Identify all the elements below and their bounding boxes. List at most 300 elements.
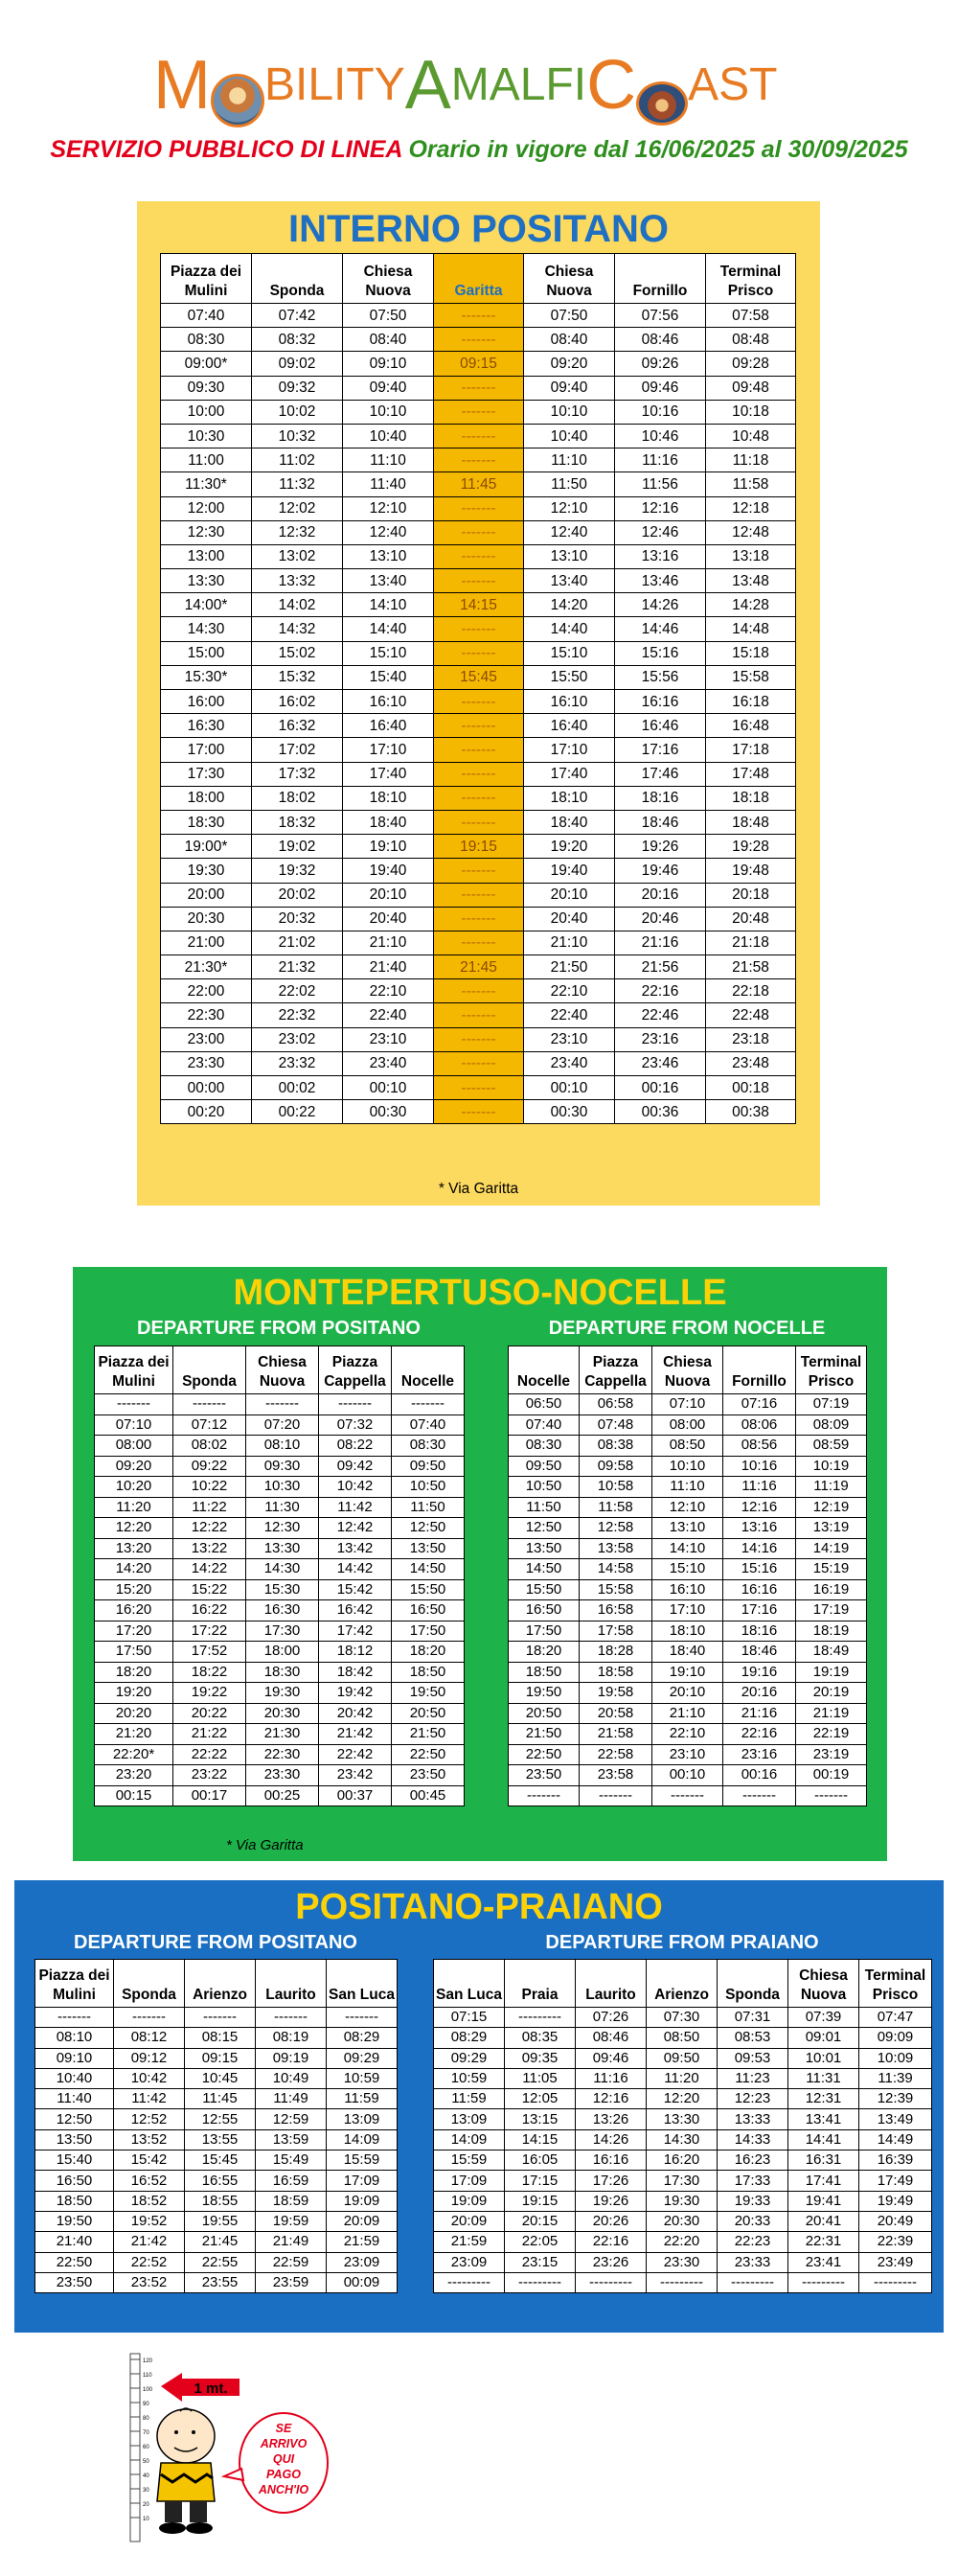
table-cell: 10:16	[723, 1456, 796, 1477]
table-cell: 12:50	[509, 1518, 580, 1539]
table-cell: 14:42	[319, 1559, 392, 1580]
column-header-line: Terminal	[800, 1354, 862, 1370]
table-cell: -------	[434, 1076, 524, 1100]
table-row	[161, 714, 796, 738]
table-cell: 16:40	[524, 714, 615, 738]
table-cell: 12:20	[647, 2089, 718, 2109]
table-cell: 07:19	[796, 1394, 867, 1415]
table-cell: -------	[652, 1785, 723, 1806]
table-cell: 16:30	[161, 714, 252, 738]
table-cell: 00:10	[343, 1076, 434, 1100]
table-row	[509, 1579, 867, 1600]
montepertuso-note: * Via Garitta	[226, 1837, 304, 1853]
montepertuso-right-subtitle: DEPARTURE FROM NOCELLE	[548, 1318, 826, 1339]
table-cell: 22:23	[718, 2232, 788, 2252]
table-cell: 14:20	[524, 593, 615, 617]
table-cell: 07:15	[434, 2008, 505, 2028]
table-cell: 21:30	[246, 1724, 319, 1745]
table-cell: 00:16	[615, 1076, 706, 1100]
table-cell: 00:36	[615, 1100, 706, 1124]
table-cell: 15:45	[185, 2150, 256, 2171]
table-cell: 12:50	[35, 2109, 114, 2129]
table-cell: 07:50	[524, 304, 615, 328]
table-cell: 23:16	[615, 1027, 706, 1051]
table-cell: 00:16	[723, 1765, 796, 1786]
column-header	[185, 1960, 256, 2008]
table-cell: 17:16	[723, 1600, 796, 1622]
column-header-line: Sponda	[725, 1987, 780, 2003]
table-cell: 19:59	[256, 2211, 327, 2231]
table-cell: 18:20	[392, 1642, 465, 1663]
service-label: SERVIZIO PUBBLICO DI LINEA	[50, 136, 402, 163]
table-cell: -------	[434, 1100, 524, 1124]
table-cell: 11:22	[173, 1497, 246, 1518]
table-cell: 20:48	[706, 907, 796, 931]
table-cell: 18:10	[524, 786, 615, 810]
table-cell: 10:40	[343, 424, 434, 448]
table-row	[161, 1051, 796, 1075]
table-cell: 21:40	[35, 2232, 114, 2252]
table-cell: 17:09	[327, 2171, 398, 2191]
table-row	[35, 2252, 398, 2272]
table-cell: 15:10	[343, 641, 434, 665]
table-cell: 10:46	[615, 424, 706, 448]
table-cell: ---------	[718, 2272, 788, 2292]
table-cell: 17:33	[718, 2171, 788, 2191]
table-cell: 19:40	[524, 859, 615, 883]
table-cell: 09:40	[343, 376, 434, 400]
table-cell: 19:09	[434, 2191, 505, 2211]
table-cell: 12:02	[252, 496, 343, 520]
table-cell: 11:49	[256, 2089, 327, 2109]
table-row	[35, 2068, 398, 2088]
table-cell: 12:16	[576, 2089, 647, 2109]
table-row	[509, 1662, 867, 1683]
table-cell: 10:19	[796, 1456, 867, 1477]
table-cell: 23:59	[256, 2272, 327, 2292]
table-cell: 09:53	[718, 2048, 788, 2068]
table-cell: 14:28	[706, 593, 796, 617]
table-cell: 13:30	[161, 569, 252, 593]
column-header	[246, 1346, 319, 1394]
table-cell: 10:40	[524, 424, 615, 448]
table-cell: 22:05	[505, 2232, 576, 2252]
table-cell: 16:58	[580, 1600, 652, 1622]
table-cell: 22:16	[615, 979, 706, 1003]
table-cell: 13:15	[505, 2109, 576, 2129]
table-cell: 09:40	[524, 376, 615, 400]
table-cell: 09:46	[615, 376, 706, 400]
table-cell: 00:37	[319, 1785, 392, 1806]
table-cell: 13:30	[246, 1538, 319, 1559]
table-cell: 11:50	[392, 1497, 465, 1518]
table-cell: 16:32	[252, 714, 343, 738]
table-row	[95, 1436, 465, 1457]
table-cell: 14:50	[392, 1559, 465, 1580]
table-row	[509, 1477, 867, 1498]
table-cell: 20:19	[796, 1683, 867, 1704]
table-row	[95, 1579, 465, 1600]
table-cell: 00:00	[161, 1076, 252, 1100]
table-cell: 07:30	[647, 2008, 718, 2028]
table-cell: 10:32	[252, 424, 343, 448]
table-cell: 21:22	[173, 1724, 246, 1745]
table-cell: 20:20	[95, 1703, 173, 1724]
column-header	[647, 1960, 718, 2008]
table-cell: 07:26	[576, 2008, 647, 2028]
table-cell: 13:26	[576, 2109, 647, 2129]
table-cell: 09:50	[509, 1456, 580, 1477]
table-cell: 22:40	[343, 1003, 434, 1027]
table-cell: 20:42	[319, 1703, 392, 1724]
table-cell: 07:20	[246, 1414, 319, 1436]
table-cell: 21:58	[580, 1724, 652, 1745]
table-cell: 14:10	[652, 1538, 723, 1559]
table-row	[95, 1518, 465, 1539]
table-cell: 23:33	[718, 2252, 788, 2272]
table-row	[509, 1497, 867, 1518]
column-header-line	[173, 1353, 245, 1372]
table-cell: 22:52	[114, 2252, 185, 2272]
table-cell: 13:10	[652, 1518, 723, 1539]
table-cell: 12:40	[524, 520, 615, 544]
column-header-line	[509, 1353, 579, 1372]
table-cell: 07:39	[788, 2008, 859, 2028]
column-header	[173, 1346, 246, 1394]
table-cell: 21:45	[185, 2232, 256, 2252]
table-cell: 14:22	[173, 1559, 246, 1580]
table-cell: 21:32	[252, 955, 343, 979]
table-cell: 10:00	[161, 400, 252, 424]
table-cell: 10:09	[859, 2048, 932, 2068]
column-header-line	[392, 1353, 464, 1372]
column-header	[252, 254, 343, 304]
table-cell: 16:19	[796, 1579, 867, 1600]
table-cell: 15:45	[434, 665, 524, 689]
table-cell: -------	[185, 2008, 256, 2028]
table-cell: 23:18	[706, 1027, 796, 1051]
table-row	[161, 859, 796, 883]
table-cell: 17:58	[580, 1621, 652, 1642]
table-row	[35, 2089, 398, 2109]
table-cell: 13:58	[580, 1538, 652, 1559]
ruler-tick-label: 40	[143, 2473, 149, 2479]
table-cell: 17:18	[706, 738, 796, 762]
table-cell: 16:52	[114, 2171, 185, 2191]
table-cell: 09:20	[524, 352, 615, 376]
table-cell: 19:22	[173, 1683, 246, 1704]
table-cell: 08:40	[524, 328, 615, 352]
table-cell: 15:20	[95, 1579, 173, 1600]
table-cell: 10:16	[615, 400, 706, 424]
table-cell: 11:20	[647, 2068, 718, 2088]
table-cell: 14:30	[161, 617, 252, 641]
table-cell: 13:10	[524, 544, 615, 568]
table-cell: 22:30	[246, 1744, 319, 1765]
table-cell: 15:50	[392, 1579, 465, 1600]
table-cell: -------	[256, 2008, 327, 2028]
table-cell: -------	[580, 1785, 652, 1806]
table-cell: 15:58	[706, 665, 796, 689]
table-row	[509, 1518, 867, 1539]
table-cell: -------	[434, 544, 524, 568]
table-cell: 20:30	[246, 1703, 319, 1724]
table-cell: 00:25	[246, 1785, 319, 1806]
table-cell: 20:16	[615, 883, 706, 907]
table-cell: 13:09	[434, 2109, 505, 2129]
interno-positano-note: * Via Garitta	[438, 1181, 519, 1197]
column-header-line: Cappella	[584, 1373, 647, 1390]
column-header-line: Cappella	[324, 1373, 386, 1390]
table-cell: 12:52	[114, 2109, 185, 2129]
table-cell: 11:31	[788, 2068, 859, 2088]
table-cell: 00:38	[706, 1100, 796, 1124]
table-cell: 14:16	[723, 1538, 796, 1559]
table-cell: 11:50	[524, 472, 615, 496]
table-row	[95, 1414, 465, 1436]
table-cell: 14:10	[343, 593, 434, 617]
table-cell: 22:30	[161, 1003, 252, 1027]
table-cell: 08:35	[505, 2028, 576, 2048]
table-cell: ---------	[434, 2272, 505, 2292]
table-cell: 19:30	[246, 1683, 319, 1704]
table-cell: -------	[434, 690, 524, 714]
table-cell: 12:19	[796, 1497, 867, 1518]
table-cell: 00:19	[796, 1765, 867, 1786]
column-header	[509, 1346, 580, 1394]
speech-bubble-line: QUI	[272, 2452, 295, 2466]
table-cell: 08:19	[256, 2028, 327, 2048]
table-cell: 22:00	[161, 979, 252, 1003]
table-cell: 16:18	[706, 690, 796, 714]
table-cell: 18:40	[343, 810, 434, 834]
column-header	[788, 1960, 859, 2008]
table-cell: 13:55	[185, 2129, 256, 2150]
table-cell: 16:30	[246, 1600, 319, 1622]
table-cell: 08:15	[185, 2028, 256, 2048]
table-cell: 15:16	[615, 641, 706, 665]
table-row	[161, 448, 796, 472]
table-cell: 16:39	[859, 2150, 932, 2171]
table-cell: 19:20	[95, 1683, 173, 1704]
table-row	[95, 1703, 465, 1724]
table-cell: 08:29	[327, 2028, 398, 2048]
table-cell: 17:30	[246, 1621, 319, 1642]
table-cell: 11:40	[35, 2089, 114, 2109]
table-cell: 08:29	[434, 2028, 505, 2048]
table-cell: 14:33	[718, 2129, 788, 2150]
table-cell: 20:02	[252, 883, 343, 907]
table-cell: 14:15	[505, 2129, 576, 2150]
table-cell: 00:02	[252, 1076, 343, 1100]
table-cell: 09:19	[256, 2048, 327, 2068]
table-cell: 12:00	[161, 496, 252, 520]
column-header-line: Chiesa	[544, 264, 594, 280]
table-cell: 18:22	[173, 1662, 246, 1683]
table-row	[95, 1785, 465, 1806]
table-cell: 21:50	[392, 1724, 465, 1745]
table-cell: 23:49	[859, 2252, 932, 2272]
table-row	[161, 400, 796, 424]
table-cell: 16:55	[185, 2171, 256, 2191]
montepertuso-nocelle-title: MONTEPERTUSO-NOCELLE	[233, 1273, 727, 1313]
table-cell: 22:10	[652, 1724, 723, 1745]
table-cell: 10:59	[434, 2068, 505, 2088]
table-cell: 08:32	[252, 328, 343, 352]
table-cell: 14:40	[524, 617, 615, 641]
table-cell: 19:50	[392, 1683, 465, 1704]
table-cell: 18:46	[723, 1642, 796, 1663]
column-header-line: Laurito	[585, 1987, 636, 2003]
ruler-tick-label: 100	[143, 2387, 153, 2393]
table-row	[434, 2109, 932, 2129]
table-cell: 10:48	[706, 424, 796, 448]
table-cell: 11:59	[434, 2089, 505, 2109]
table-cell: 16:46	[615, 714, 706, 738]
table-row	[95, 1538, 465, 1559]
table-cell: 12:16	[615, 496, 706, 520]
table-row	[434, 2211, 932, 2231]
table-cell: -------	[319, 1394, 392, 1415]
table-cell: 14:19	[796, 1538, 867, 1559]
table-cell: 08:30	[161, 328, 252, 352]
logo-photo-o2-icon	[636, 81, 688, 126]
ruler-tick-label: 60	[143, 2445, 149, 2450]
table-cell: 16:22	[173, 1600, 246, 1622]
table-cell: 23:50	[35, 2272, 114, 2292]
table-cell: ---------	[859, 2272, 932, 2292]
table-cell: ---------	[788, 2272, 859, 2292]
table-cell: 22:10	[524, 979, 615, 1003]
table-row	[35, 2008, 398, 2028]
table-row	[161, 762, 796, 786]
column-header-line: Nuova	[800, 1987, 847, 2003]
table-row	[509, 1414, 867, 1436]
table-cell: 12:23	[718, 2089, 788, 2109]
table-cell: 17:40	[343, 762, 434, 786]
column-header-line: Mulini	[112, 1373, 155, 1390]
table-cell: 17:52	[173, 1642, 246, 1663]
table-cell: 11:32	[252, 472, 343, 496]
table-cell: 18:02	[252, 786, 343, 810]
table-cell: 23:10	[343, 1027, 434, 1051]
table-cell: 11:42	[319, 1497, 392, 1518]
table-cell: 07:56	[615, 304, 706, 328]
table-cell: 10:50	[392, 1477, 465, 1498]
table-cell: 13:30	[647, 2109, 718, 2129]
column-header-line: Piazza dei	[38, 1967, 110, 1984]
table-cell: 20:10	[524, 883, 615, 907]
table-cell: 09:15	[434, 352, 524, 376]
table-cell: 08:46	[576, 2028, 647, 2048]
table-cell: 13:33	[718, 2109, 788, 2129]
table-row	[434, 2150, 932, 2171]
table-cell: -------	[434, 520, 524, 544]
table-cell: 19:26	[615, 835, 706, 859]
table-cell: 11:50	[509, 1497, 580, 1518]
table-row	[35, 2129, 398, 2150]
speech-bubble-line: ANCH'IO	[258, 2483, 309, 2496]
column-header-line: Arienzo	[193, 1987, 247, 2003]
table-cell: 22:32	[252, 1003, 343, 1027]
table-cell: 00:10	[524, 1076, 615, 1100]
table-cell: -------	[434, 979, 524, 1003]
table-cell: 17:50	[95, 1642, 173, 1663]
table-row	[434, 2008, 932, 2028]
table-row	[95, 1456, 465, 1477]
table-cell: 08:50	[647, 2028, 718, 2048]
table-cell: 09:30	[246, 1456, 319, 1477]
table-cell: 22:39	[859, 2232, 932, 2252]
table-cell: 22:50	[35, 2252, 114, 2272]
column-header-line: Nuova	[365, 283, 411, 299]
column-header-line: Sponda	[122, 1987, 176, 2003]
table-row	[161, 835, 796, 859]
table-cell: 16:48	[706, 714, 796, 738]
column-header-line	[505, 1966, 575, 1986]
table-cell: 20:26	[576, 2211, 647, 2231]
table-cell: 23:09	[434, 2252, 505, 2272]
table-cell: 22:10	[343, 979, 434, 1003]
table-cell: 19:10	[652, 1662, 723, 1683]
table-cell: 14:02	[252, 593, 343, 617]
table-cell: 13:50	[392, 1538, 465, 1559]
positano-praiano-title: POSITANO-PRAIANO	[295, 1887, 663, 1927]
table-cell: 20:09	[327, 2211, 398, 2231]
table-cell: 17:26	[576, 2171, 647, 2191]
table-cell: 13:41	[788, 2109, 859, 2129]
table-cell: -------	[35, 2008, 114, 2028]
column-header	[706, 254, 796, 304]
column-header	[319, 1346, 392, 1394]
table-cell: 19:50	[35, 2211, 114, 2231]
table-cell: 13:49	[859, 2109, 932, 2129]
table-row	[161, 931, 796, 954]
table-cell: 14:00*	[161, 593, 252, 617]
table-cell: 11:39	[859, 2068, 932, 2088]
table-cell: 19:52	[114, 2211, 185, 2231]
ruler-tick-label: 90	[143, 2402, 149, 2407]
table-cell: -------	[434, 641, 524, 665]
column-header-line: Terminal	[719, 264, 782, 280]
table-cell: 00:10	[652, 1765, 723, 1786]
table-cell: 18:40	[652, 1642, 723, 1663]
table-cell: 23:50	[392, 1765, 465, 1786]
praiano-departure-praiano-table	[433, 1959, 932, 2293]
table-row	[509, 1436, 867, 1457]
table-cell: -------	[434, 328, 524, 352]
table-cell: 00:17	[173, 1785, 246, 1806]
table-row	[509, 1642, 867, 1663]
table-cell: 17:02	[252, 738, 343, 762]
table-cell: 22:20*	[95, 1744, 173, 1765]
table-cell: 10:49	[256, 2068, 327, 2088]
table-row	[434, 2171, 932, 2191]
column-header-line: Sponda	[269, 283, 325, 299]
table-row	[35, 2211, 398, 2231]
table-cell: 07:47	[859, 2008, 932, 2028]
table-cell: 17:20	[95, 1621, 173, 1642]
table-cell: 16:20	[95, 1600, 173, 1622]
table-cell: 08:22	[319, 1436, 392, 1457]
table-row	[161, 304, 796, 328]
table-cell: 11:16	[615, 448, 706, 472]
table-cell: 22:58	[580, 1744, 652, 1765]
table-cell: 13:22	[173, 1538, 246, 1559]
table-cell: 23:02	[252, 1027, 343, 1051]
table-cell: 08:46	[615, 328, 706, 352]
table-cell: 08:53	[718, 2028, 788, 2048]
